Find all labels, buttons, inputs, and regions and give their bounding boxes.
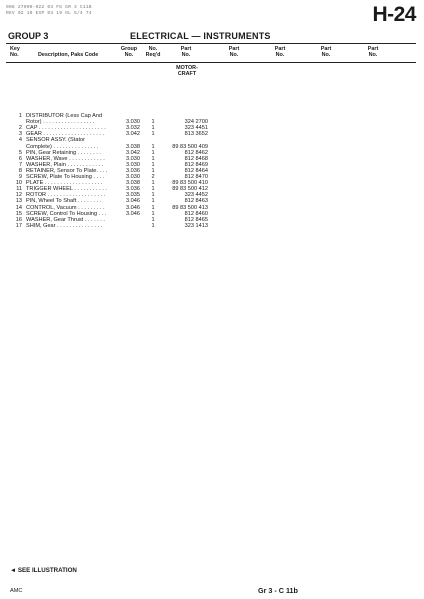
- cell-key: 1: [18, 113, 22, 119]
- cell-key: 3: [18, 131, 22, 138]
- cell-key: 13: [15, 198, 22, 205]
- cell-key: 6: [18, 155, 22, 162]
- cell-req: 1: [151, 161, 155, 168]
- cell-desc: Complete) . . . . . . . . . . . . . . .: [26, 143, 99, 150]
- cell-desc: SENSOR ASSY. (Stator: [26, 137, 85, 144]
- header-key: Key No.: [10, 46, 20, 59]
- cell-group: 3.036: [126, 167, 140, 174]
- cell-desc: CONTROL, Vacuum . . . . . . . . .: [26, 204, 105, 211]
- footer-brand: AMC: [10, 588, 23, 594]
- header-part-1: Part No.: [180, 46, 192, 59]
- print-meta-line-1: 008 27090-022 03 FG GR 3 C11B: [6, 5, 92, 10]
- cell-desc: Rotor) . . . . . . . . . . . . . . . . .: [26, 119, 95, 126]
- cell-desc: WASHER, Gear Thrust . . . . . . .: [26, 216, 105, 223]
- cell-part: 813 3652: [184, 131, 208, 138]
- cell-desc: PIN, Wheel To Shaft . . . . . . . .: [26, 198, 102, 205]
- cell-desc: SCREW, Plate To Housing . . . .: [26, 174, 105, 180]
- cell-desc: PIN, Gear Retaining . . . . . . . .: [26, 149, 101, 156]
- cell-group: 3.035: [126, 192, 140, 199]
- cell-key: 17: [15, 222, 22, 229]
- see-illustration-note: ◄ SEE ILLUSTRATION: [10, 567, 77, 574]
- table-row: [0, 223, 424, 230]
- cell-group: 3.042: [126, 149, 140, 156]
- cell-req: 1: [151, 119, 155, 126]
- cell-key: 15: [15, 210, 22, 217]
- cell-group: 3.038: [126, 143, 140, 150]
- cell-req: 1: [151, 210, 155, 217]
- cell-group: 3.030: [126, 155, 140, 162]
- cell-desc: PLATE . . . . . . . . . . . . . . . . . . .: [26, 180, 103, 187]
- header-rule: [6, 62, 416, 63]
- cell-group: 3.030: [126, 174, 140, 180]
- cell-req: 1: [151, 143, 155, 150]
- cell-part: 812 8470: [184, 174, 208, 180]
- cell-key: 14: [15, 204, 22, 211]
- cell-group: 3.030: [126, 161, 140, 168]
- footer-page-ref: Gr 3 - C 11b: [258, 586, 298, 595]
- cell-part: 812 8464: [184, 167, 208, 174]
- cell-desc: SHIM, Gear . . . . . . . . . . . . . . .: [26, 222, 103, 229]
- cell-key: 8: [18, 167, 22, 174]
- header-group: Group No.: [120, 46, 138, 59]
- cell-req: 1: [151, 198, 155, 205]
- cell-part: 812 8463: [184, 198, 208, 205]
- cell-desc: TRIGGER WHEEL . . . . . . . . . . .: [26, 186, 107, 193]
- header-req: No. Req'd: [145, 46, 161, 59]
- cell-req: 1: [151, 180, 155, 187]
- header-part-4: Part No.: [320, 46, 332, 59]
- cell-req: 1: [151, 125, 155, 132]
- cell-key: 5: [18, 149, 22, 156]
- cell-key: 2: [18, 125, 22, 132]
- cell-key: 7: [18, 161, 22, 168]
- cell-desc: CAP . . . . . . . . . . . . . . . . . . . . . .: [26, 125, 106, 132]
- cell-part: 812 8460: [184, 210, 208, 217]
- cell-desc: SCREW, Control To Housing . . .: [26, 210, 107, 217]
- group-label: GROUP 3: [8, 31, 49, 41]
- cell-desc: WASHER, Plain . . . . . . . . . . . .: [26, 161, 104, 168]
- cell-key: 10: [15, 180, 22, 187]
- cell-group: 3.038: [126, 180, 140, 187]
- cell-desc: WASHER, Wave . . . . . . . . . . . .: [26, 155, 105, 162]
- cell-req: 1: [151, 155, 155, 162]
- cell-part: 812 8469: [184, 161, 208, 168]
- cell-req: 1: [151, 216, 155, 223]
- cell-group: 3.032: [126, 125, 140, 132]
- cell-part: 324 2700: [184, 119, 208, 126]
- page-code: H-24: [372, 3, 416, 26]
- cell-part: 812 8465: [184, 216, 208, 223]
- cell-key: 11: [16, 186, 22, 193]
- cell-key: 12: [15, 192, 22, 199]
- cell-part: 89 83 500 412: [172, 186, 208, 193]
- cell-part: 89 83 500 409: [172, 143, 208, 150]
- header-description: Description, Paks Code: [38, 52, 99, 58]
- cell-desc: RETAINER, Sensor To Plate. . . .: [26, 167, 108, 174]
- cell-part: 89 83 500 413: [172, 204, 208, 211]
- cell-req: 1: [151, 131, 155, 138]
- cell-group: 3.030: [126, 119, 140, 126]
- cell-part: 812 8468: [184, 155, 208, 162]
- cell-req: 2: [151, 174, 155, 180]
- cell-key: 9: [18, 174, 22, 180]
- cell-req: 1: [151, 186, 155, 193]
- cell-part: 323 4452: [184, 192, 208, 199]
- header-part-5: Part No.: [367, 46, 379, 59]
- cell-group: 3.046: [126, 198, 140, 205]
- cell-group: 3.036: [126, 186, 140, 193]
- cell-group: 3.042: [126, 131, 140, 138]
- cell-req: 1: [151, 192, 155, 199]
- cell-part: 812 8462: [184, 149, 208, 156]
- cell-req: 1: [151, 149, 155, 156]
- cell-part: 323 4451: [184, 125, 208, 132]
- cell-desc: ROTOR . . . . . . . . . . . . . . . . . . .: [26, 192, 106, 199]
- cell-req: 1: [151, 204, 155, 211]
- print-meta-line-2: REV 02 10 EXP 03 19 OL 5/4 74: [6, 11, 92, 16]
- section-title: ELECTRICAL — INSTRUMENTS: [130, 31, 271, 41]
- header-part-2: Part No.: [228, 46, 240, 59]
- cell-desc: GEAR . . . . . . . . . . . . . . . . . . . .: [26, 131, 105, 138]
- cell-req: 1: [151, 167, 155, 174]
- cell-key: 4: [18, 137, 22, 144]
- top-rule: [6, 43, 416, 44]
- cell-group: 3.046: [126, 204, 140, 211]
- cell-part: 323 1413: [184, 222, 208, 229]
- cell-group: 3.046: [126, 210, 140, 217]
- source-label: MOTOR- CRAFT: [176, 65, 198, 78]
- cell-desc: DISTRIBUTOR (Less Cap And: [26, 113, 103, 119]
- cell-req: 1: [151, 222, 155, 229]
- header-part-3: Part No.: [274, 46, 286, 59]
- cell-part: 89 83 500 410: [172, 180, 208, 187]
- cell-key: 16: [15, 216, 22, 223]
